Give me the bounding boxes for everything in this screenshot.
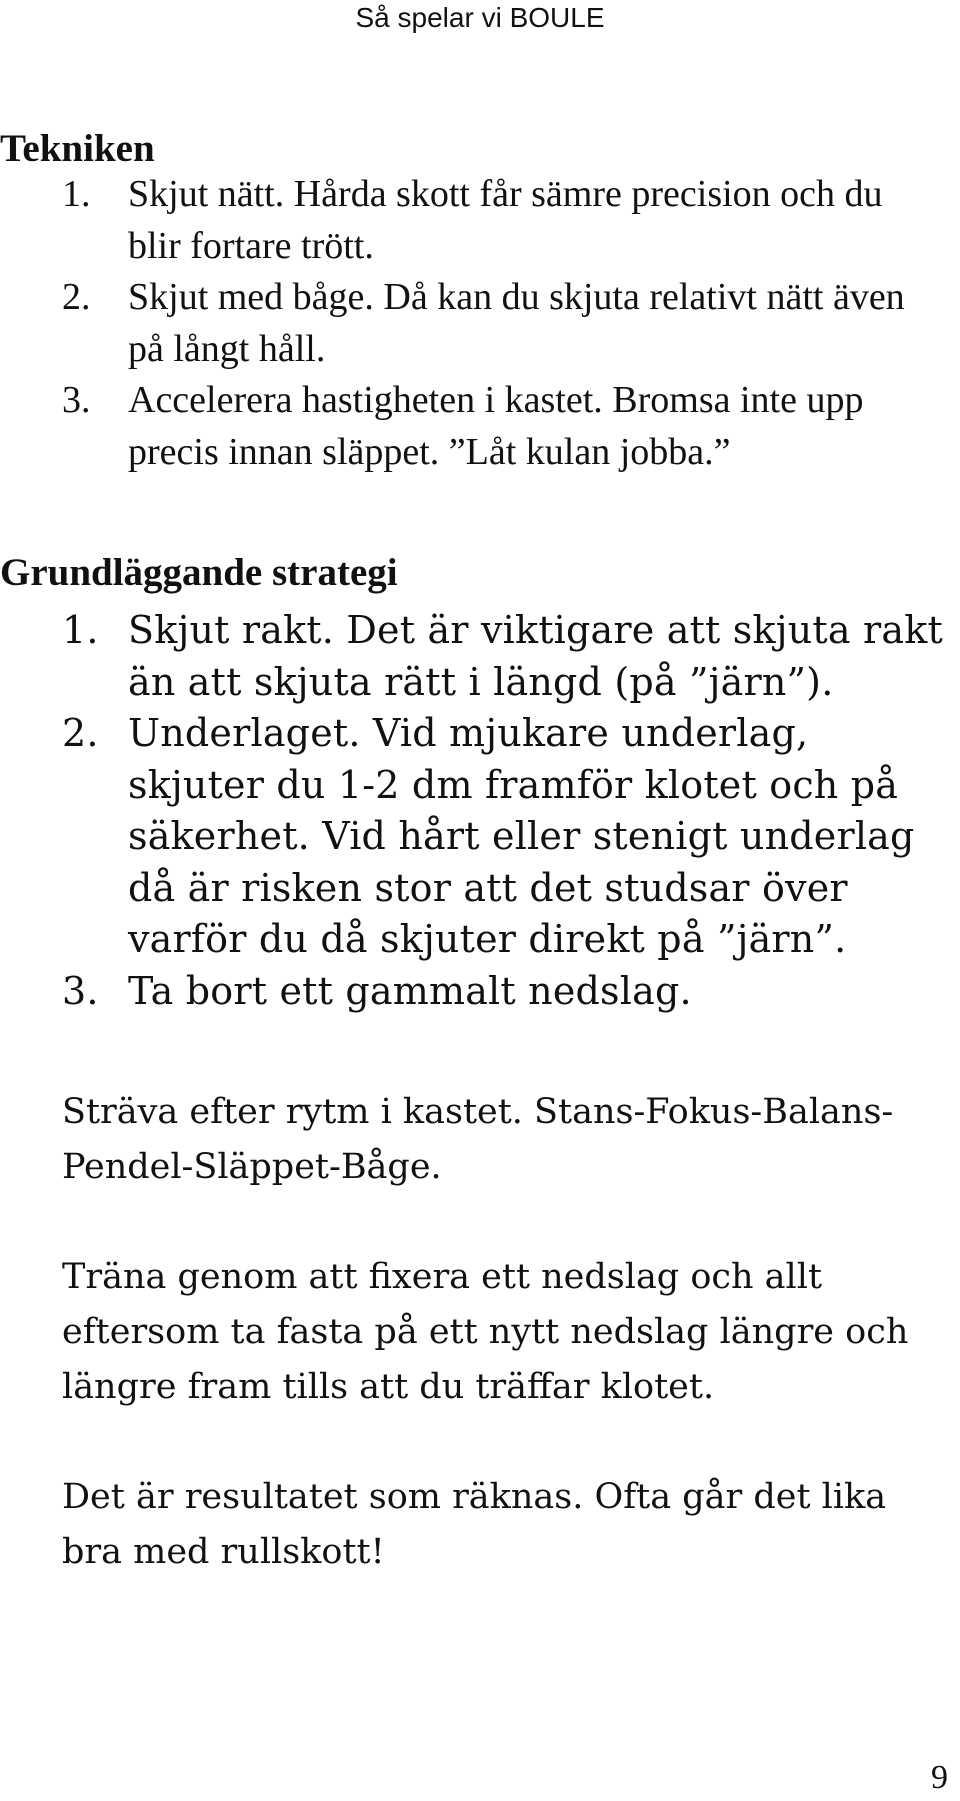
list-item bbox=[62, 272, 942, 375]
list-item-text: Skjut nätt. Hårda skott får sämre precision och du blir fortare trött. bbox=[128, 173, 883, 267]
list-number: 2. bbox=[62, 276, 91, 318]
list-item-text: Skjut med båge. Då kan du skjuta relativt nätt även på långt håll. bbox=[128, 276, 905, 370]
list-item bbox=[62, 169, 942, 272]
list-item bbox=[62, 375, 942, 478]
list-number: 1. bbox=[62, 608, 99, 652]
tekniken-list bbox=[62, 169, 942, 478]
list-item-text: Ta bort ett gammalt nedslag. bbox=[128, 968, 692, 1013]
tekniken-heading: Tekniken bbox=[0, 127, 155, 170]
resultat-paragraph: Det är resultatet som räknas. Ofta går det lika bra med rullskott! bbox=[62, 1477, 887, 1572]
list-item-text: Underlaget. Vid mjukare underlag, skjuter du 1-2 dm framför klotet och på säkerhet. Vid hårt eller stenigt underlag då är risken stor att det studsar över varför du då skjuter direkt på ”järn”. bbox=[128, 711, 915, 961]
page-number: 9 bbox=[931, 1759, 948, 1796]
list-item-text: Skjut rakt. Det är viktigare att skjuta rakt än att skjuta rätt i längd (på ”järn”). bbox=[128, 608, 943, 704]
list-item bbox=[62, 966, 952, 1018]
strategi-heading: Grundläggande strategi bbox=[0, 551, 398, 594]
list-number: 1. bbox=[62, 173, 91, 215]
rytm-paragraph: Sträva efter rytm i kastet. Stans-Fokus-Balans-Pendel-Släppet-Båge. bbox=[62, 1092, 894, 1187]
list-item bbox=[62, 708, 952, 966]
trana-paragraph: Träna genom att fixera ett nedslag och allt eftersom ta fasta på ett nytt nedslag längre och längre fram tills att du träffar klotet. bbox=[62, 1257, 909, 1407]
list-item bbox=[62, 605, 952, 708]
list-number: 3. bbox=[62, 379, 91, 421]
list-number: 2. bbox=[62, 711, 99, 755]
list-number: 3. bbox=[62, 968, 99, 1013]
strategi-list bbox=[62, 605, 952, 1017]
list-item-text: Accelerera hastigheten i kastet. Bromsa inte upp precis innan släppet. ”Låt kulan jobba.” bbox=[128, 379, 864, 473]
page-header: Så spelar vi BOULE bbox=[355, 2, 605, 33]
